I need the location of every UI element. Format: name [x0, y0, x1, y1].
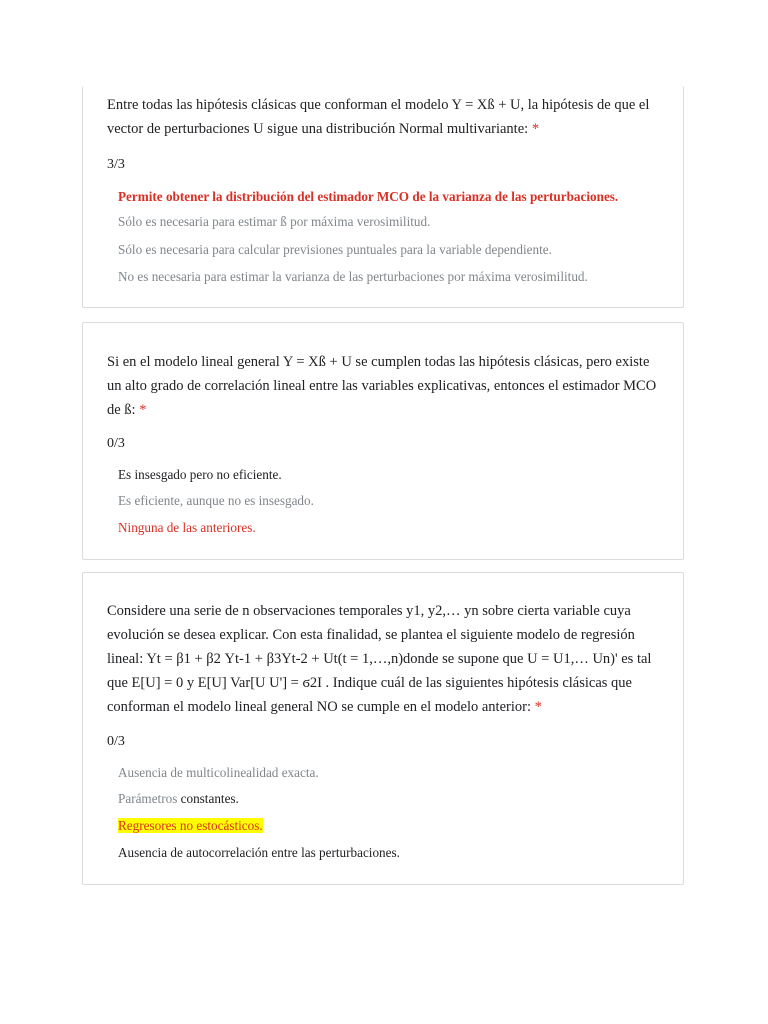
score-label: 0/3 — [107, 734, 125, 749]
required-asterisk: * — [531, 121, 540, 137]
option-3[interactable]: Sólo es necesaria para calcular previsiones puntuales para la variable dependiente. — [118, 242, 552, 257]
option-4[interactable]: Ausencia de autocorrelación entre las perturbaciones. — [118, 845, 400, 860]
score-label: 3/3 — [107, 157, 125, 172]
question-text — [107, 599, 661, 719]
question-text — [107, 93, 661, 141]
option-2[interactable]: Es eficiente, aunque no es insesgado. — [118, 493, 314, 508]
option-4[interactable]: No es necesaria para estimar la varianza de las perturbaciones por máxima verosimilitud. — [118, 269, 588, 284]
question-text — [107, 350, 661, 422]
option-1[interactable]: Ausencia de multicolinealidad exacta. — [118, 765, 319, 780]
option-3[interactable]: Ninguna de las anteriores. — [118, 520, 256, 535]
option-2[interactable]: Sólo es necesaria para estimar ß por máxima verosimilitud. — [118, 214, 431, 229]
required-asterisk: * — [139, 402, 147, 418]
option-1[interactable]: Es insesgado pero no eficiente. — [118, 467, 282, 482]
option-1[interactable]: Permite obtener la distribución del estimador MCO de la varianza de las perturbaciones. — [118, 189, 619, 204]
question-card-2 — [82, 322, 684, 560]
question-card-1 — [82, 86, 684, 308]
question-card-3 — [82, 572, 684, 885]
option-3-highlighted: Regresores no estocásticos. — [118, 818, 263, 833]
option-2[interactable] — [118, 790, 673, 808]
option-3[interactable] — [118, 817, 673, 835]
question-text-body: Entre todas las hipótesis clásicas que conforman el modelo Y = Xß + U, la hipótesis de que el vector de perturbaciones U sigue una distribución Normal multivariante: — [107, 97, 650, 137]
question-text-body: Si en el modelo lineal general Y = Xß + U se cumplen todas las hipótesis clásicas, pero existe un alto grado de correlación lineal entre las variables explicativas, entonces el estimador MCO de ß: — [107, 354, 657, 418]
score-label: 0/3 — [107, 436, 125, 451]
required-asterisk: * — [534, 699, 542, 715]
option-2-part-b: constantes. — [180, 791, 239, 806]
question-text-body: Considere una serie de n observaciones temporales y1, y2,… yn sobre cierta variable cuya evolución se desea explicar. Con esta finalidad, se plantea el siguiente modelo de regresión lineal: Yt = β1 + β2 Yt-1 + β3Yt-2 + Ut(t = 1,…,n)donde se supone que U = U1,… Un)' es tal que E[U] = 0 y E[U] Var[U U'] = ϭ2I . Indique cuál de las siguientes hipótesis clásicas que conforman el modelo lineal general NO se cumple en el modelo anterior: — [107, 603, 652, 715]
option-2-part-a: Parámetros — [118, 791, 178, 806]
